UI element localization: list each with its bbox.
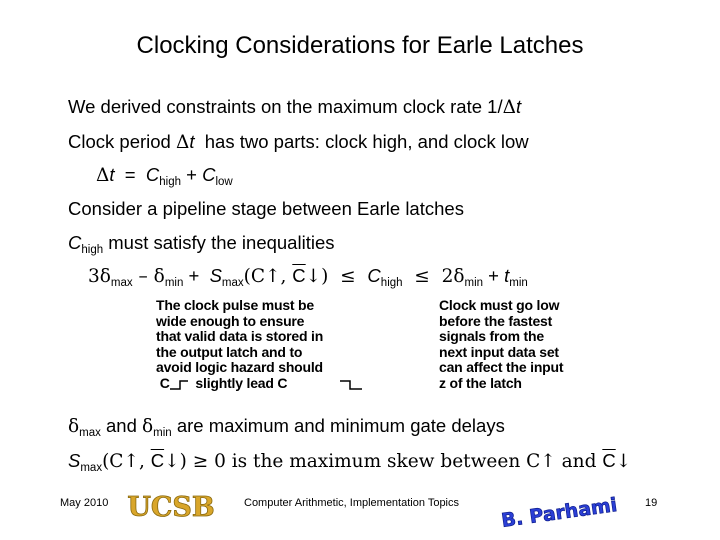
line-pipeline-stage: Consider a pipeline stage between Earle latches bbox=[68, 198, 464, 219]
equation-period bbox=[96, 164, 233, 186]
line-text: are maximum and minimum gate delays bbox=[171, 415, 505, 436]
line-text: ↓) ≥ 0 is the maximum skew between C↑ and bbox=[164, 451, 603, 472]
rising-edge-icon bbox=[170, 381, 188, 389]
page-number: 19 bbox=[645, 497, 658, 509]
c-symbol: C bbox=[202, 164, 216, 185]
ucsb-logo bbox=[127, 489, 215, 523]
t-symbol: t bbox=[189, 131, 195, 152]
equals-sign: = bbox=[114, 164, 146, 185]
subscript-max: max bbox=[110, 277, 133, 289]
plus-sign: + bbox=[181, 164, 203, 185]
annotation-left: The clock pulse must be wide enough to ensure that valid data is stored in the output latch and to avoid logic hazard should C slightly lead C bbox=[156, 297, 324, 391]
subscript-low: low bbox=[215, 176, 233, 188]
arrow-symbol: ↓ bbox=[615, 451, 632, 472]
c-bar-symbol: $\overline{C}$ bbox=[602, 450, 616, 471]
subscript-min: min bbox=[509, 277, 528, 289]
line-clock-period bbox=[68, 131, 529, 153]
c-symbol: C bbox=[367, 265, 381, 286]
line-text: Clock period bbox=[68, 131, 176, 152]
line-gate-delays bbox=[68, 415, 505, 437]
plus-sign: + bbox=[183, 265, 210, 286]
delta-symbol: Δ bbox=[502, 97, 516, 118]
delta-symbol: Δ bbox=[175, 132, 190, 153]
ineq-part: (C↑, bbox=[243, 266, 293, 287]
ucsb-logo-text: UCSB bbox=[127, 492, 215, 523]
line-text: (C↑, bbox=[102, 451, 151, 472]
ineq-part: ≤ 2δ bbox=[402, 266, 465, 287]
signature-text: B. Parhami bbox=[500, 493, 619, 532]
subscript-min: min bbox=[153, 427, 172, 439]
subscript-high: high bbox=[81, 244, 104, 256]
delta-symbol: Δ bbox=[96, 165, 110, 186]
delta-symbol: δ bbox=[142, 416, 154, 437]
line-text: must satisfy the inequalities bbox=[103, 232, 335, 253]
c-bar-symbol: $\overline{C}$ bbox=[150, 450, 165, 471]
line-chigh-inequalities bbox=[68, 232, 334, 254]
line-text: and bbox=[100, 415, 143, 436]
subscript-min: min bbox=[464, 277, 484, 289]
delta-symbol: δ bbox=[68, 416, 80, 437]
c-bar-symbol: $\overline{C}$ bbox=[292, 265, 306, 286]
line-text: We derived constraints on the maximum clock rate 1/ bbox=[68, 96, 503, 117]
footer-date: May 2010 bbox=[60, 497, 109, 509]
footer-center: Computer Arithmetic, Implementation Topics bbox=[244, 497, 459, 509]
slide-title: Clocking Considerations for Earle Latches bbox=[136, 32, 584, 59]
subscript-min: min bbox=[164, 277, 184, 289]
subscript-high: high bbox=[380, 277, 403, 289]
subscript-max: max bbox=[79, 427, 101, 439]
ineq-part: – δ bbox=[132, 266, 165, 287]
signature-logo bbox=[500, 489, 619, 532]
s-symbol: S bbox=[68, 450, 81, 471]
t-symbol: t bbox=[504, 265, 510, 286]
subscript-max: max bbox=[80, 462, 103, 474]
falling-edge-icon bbox=[340, 381, 362, 389]
c-symbol: C bbox=[145, 164, 160, 185]
subscript-high: high bbox=[159, 176, 182, 188]
ineq-part: 3δ bbox=[88, 266, 111, 287]
clock-waveform-icons bbox=[168, 378, 398, 394]
c-symbol: C bbox=[68, 232, 82, 253]
annotation-right: Clock must go low before the fastest signals from the next input data set can affect the input z of the latch bbox=[439, 297, 564, 391]
plus-sign: + bbox=[483, 265, 505, 286]
t-symbol: t bbox=[109, 164, 115, 185]
inequality-chigh bbox=[88, 265, 528, 287]
s-symbol: S bbox=[209, 265, 222, 286]
line-max-skew bbox=[68, 450, 631, 472]
line-text: has two parts: clock high, and clock low bbox=[194, 131, 529, 152]
subscript-max: max bbox=[221, 277, 244, 289]
t-symbol: t bbox=[515, 96, 522, 117]
line-max-clock-rate bbox=[68, 96, 521, 118]
ineq-part: ↓) ≤ bbox=[305, 266, 368, 287]
